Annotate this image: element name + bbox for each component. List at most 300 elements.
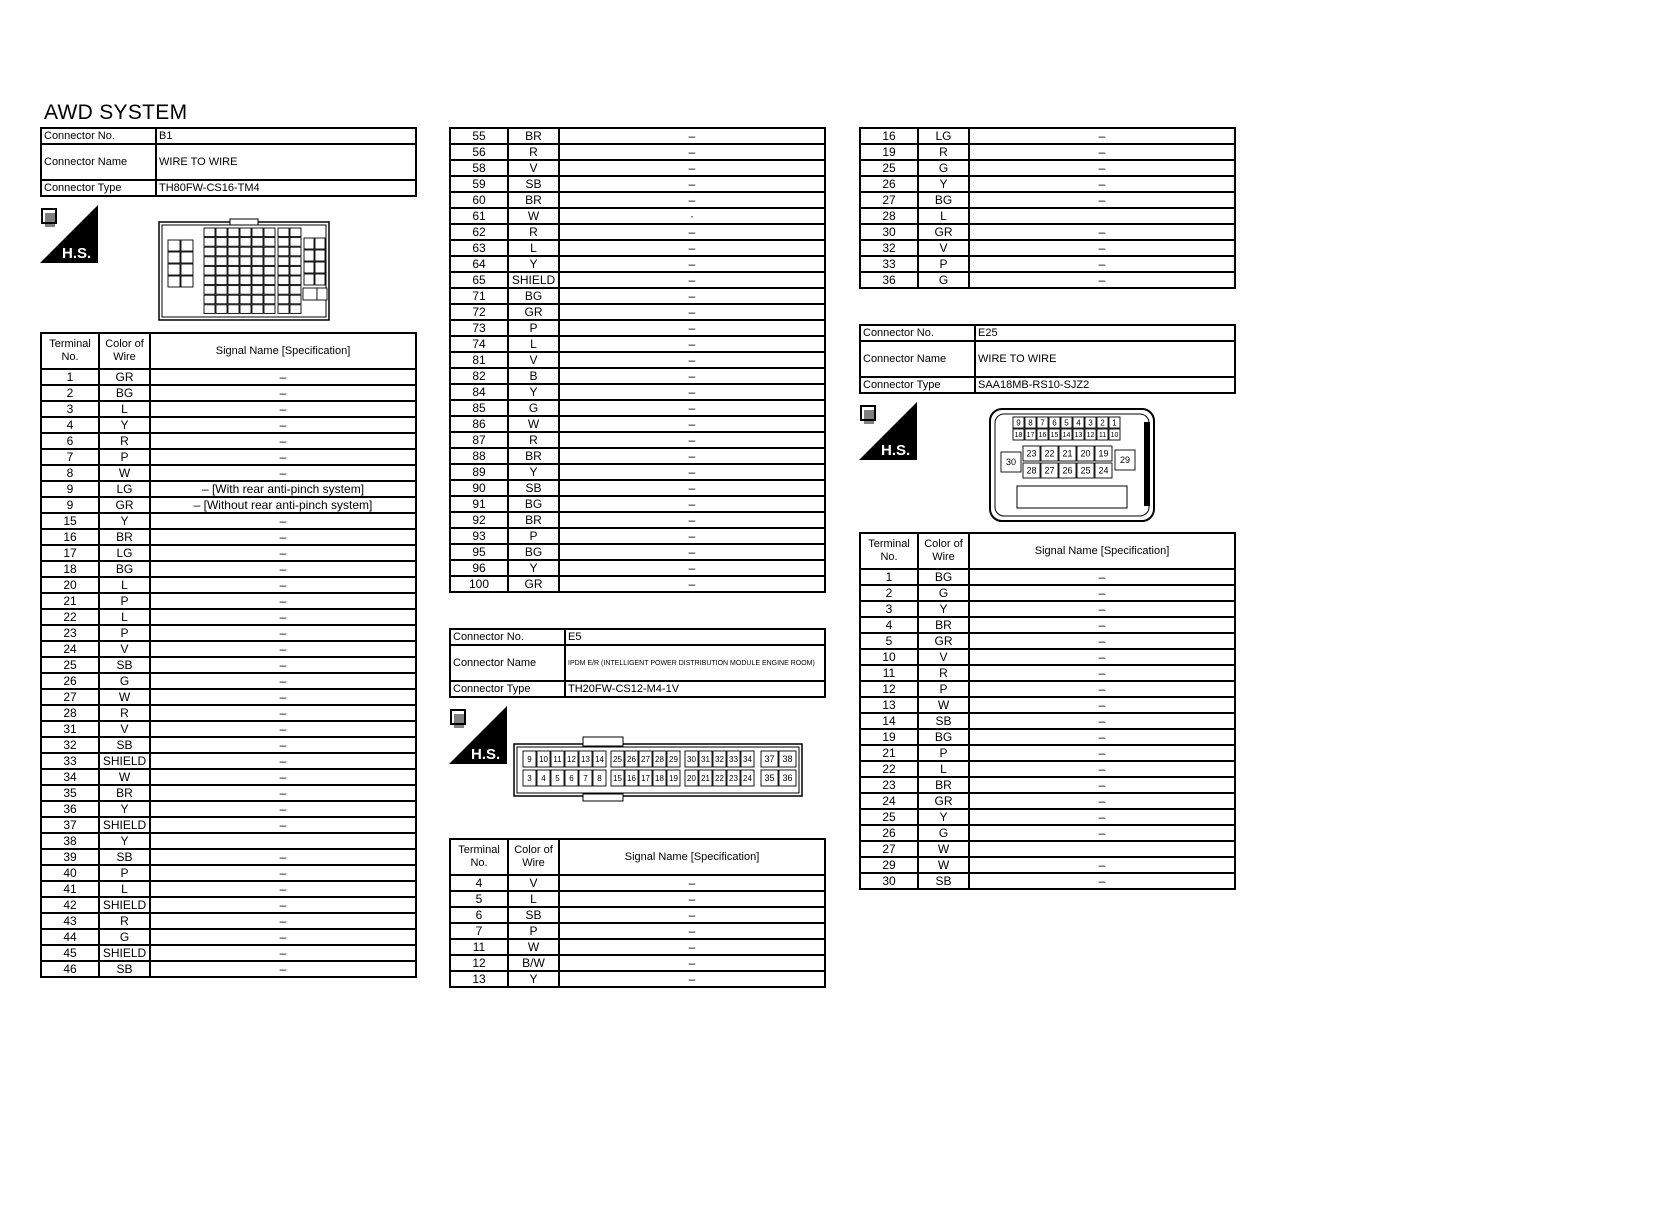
pin-cavity	[228, 305, 239, 314]
signal-name: –	[150, 417, 416, 433]
signal-name: –	[150, 433, 416, 449]
signal-name: –	[559, 464, 825, 480]
hs-label: H.S.	[471, 746, 501, 763]
terminal-number: 7	[450, 923, 508, 939]
signal-name: –	[969, 256, 1235, 272]
terminal-number: 21	[41, 593, 99, 609]
column-2	[449, 127, 826, 988]
wire-color: BR	[508, 448, 559, 464]
terminal-number: 36	[860, 272, 918, 288]
connector-no-label: Connector No.	[450, 629, 565, 645]
signal-name: –	[559, 400, 825, 416]
pin-cavity	[204, 228, 215, 237]
pin-cavity	[278, 305, 289, 314]
terminal-row	[860, 569, 1235, 585]
terminal-number: 37	[41, 817, 99, 833]
wire-color: L	[918, 208, 969, 224]
terminal-number: 1	[41, 369, 99, 385]
terminal-number: 36	[41, 801, 99, 817]
terminal-number: 71	[450, 288, 508, 304]
signal-name: –	[150, 737, 416, 753]
terminal-number: 60	[450, 192, 508, 208]
wire-color: Y	[99, 833, 150, 849]
wire-color: W	[99, 769, 150, 785]
pin-cavity	[240, 295, 251, 304]
pin-number: 9	[1016, 418, 1021, 428]
terminal-row	[860, 633, 1235, 649]
terminal-number: 3	[860, 601, 918, 617]
pin-cavity	[252, 238, 263, 247]
terminal-number: 25	[41, 657, 99, 673]
terminal-row	[41, 753, 416, 769]
terminal-number: 25	[860, 160, 918, 176]
wire-color: Y	[918, 809, 969, 825]
e5-connector-face	[513, 736, 803, 802]
signal-name: –	[969, 192, 1235, 208]
pin-number: 17	[1026, 432, 1035, 440]
terminal-row	[450, 528, 825, 544]
signal-name: –	[559, 416, 825, 432]
signal-name: –	[969, 761, 1235, 777]
signal-name: –	[969, 697, 1235, 713]
pin-cavity	[216, 238, 227, 247]
terminal-row	[41, 561, 416, 577]
pin-number: 5	[1064, 418, 1069, 428]
pin-number: 37	[764, 754, 775, 765]
terminal-number: 81	[450, 352, 508, 368]
pin-number: 29	[669, 754, 678, 764]
pin-number: 27	[641, 754, 650, 764]
wire-color: Y	[918, 176, 969, 192]
pin-cavity	[216, 247, 227, 256]
wire-color: BR	[99, 785, 150, 801]
terminal-row	[41, 945, 416, 961]
pin-number: 23	[729, 773, 738, 783]
terminal-number: 29	[860, 857, 918, 873]
wire-color: R	[99, 913, 150, 929]
wire-color: P	[918, 681, 969, 697]
terminal-row	[450, 352, 825, 368]
signal-name	[150, 833, 416, 849]
pin-number: 19	[1098, 448, 1109, 459]
signal-name: –	[969, 777, 1235, 793]
terminal-number: 25	[860, 809, 918, 825]
pin-cavity	[204, 266, 215, 275]
signal-name: –	[559, 192, 825, 208]
terminal-row	[450, 923, 825, 939]
terminal-number: 64	[450, 256, 508, 272]
hs-badge-graphic	[859, 402, 917, 460]
terminal-number: 1	[860, 569, 918, 585]
signal-name: –	[969, 240, 1235, 256]
terminal-number: 19	[860, 729, 918, 745]
wire-color: W	[99, 689, 150, 705]
terminal-row	[41, 481, 416, 497]
terminal-number: 33	[860, 256, 918, 272]
terminal-number: 32	[860, 240, 918, 256]
terminal-number: 40	[41, 865, 99, 881]
signal-name: –	[559, 176, 825, 192]
wire-color: GR	[99, 369, 150, 385]
e25-rows	[860, 569, 1235, 889]
terminal-number: 6	[450, 907, 508, 923]
signal-name: –	[150, 801, 416, 817]
pin-cavity	[304, 274, 314, 285]
b1-terminal-table-continued	[449, 127, 826, 593]
terminal-row	[860, 128, 1235, 144]
pin-cavity	[204, 276, 215, 285]
terminal-row	[41, 833, 416, 849]
terminal-row	[41, 513, 416, 529]
wire-color: BR	[99, 529, 150, 545]
pin-number: 1	[1112, 418, 1117, 428]
terminal-number: 85	[450, 400, 508, 416]
terminal-number: 27	[860, 192, 918, 208]
pin-number: 21	[1062, 448, 1073, 459]
wire-color: G	[918, 272, 969, 288]
terminal-row	[41, 625, 416, 641]
pin-cavity	[278, 286, 289, 295]
signal-name: –	[559, 144, 825, 160]
pin-cavity	[290, 266, 301, 275]
terminal-number: 5	[450, 891, 508, 907]
pin-number: 2	[1100, 418, 1105, 428]
terminal-no-header: Terminal No.	[450, 839, 508, 875]
terminal-row	[860, 256, 1235, 272]
signal-name: –	[559, 352, 825, 368]
pin-cavity	[216, 228, 227, 237]
terminal-row	[860, 809, 1235, 825]
terminal-number: 84	[450, 384, 508, 400]
pin-number: 3	[1088, 418, 1093, 428]
color-header: Color of Wire	[99, 333, 150, 369]
terminal-row	[41, 401, 416, 417]
e5-rows-part2	[860, 128, 1235, 288]
wire-color: Y	[99, 513, 150, 529]
signal-name: –	[150, 545, 416, 561]
signal-name: –	[150, 705, 416, 721]
wire-color: L	[508, 336, 559, 352]
terminal-row	[41, 385, 416, 401]
pin-number: 24	[1098, 465, 1109, 476]
terminal-row	[860, 841, 1235, 857]
signal-name: –	[559, 496, 825, 512]
wire-color: Y	[508, 384, 559, 400]
pin-cavity	[252, 257, 263, 266]
terminal-row	[450, 939, 825, 955]
pin-number: 7	[1040, 418, 1045, 428]
pin-number: 16	[1038, 432, 1047, 440]
signal-name: –	[559, 971, 825, 987]
wire-color: V	[508, 875, 559, 891]
column-1	[40, 127, 417, 978]
signal-name: –	[559, 528, 825, 544]
pin-cavity	[252, 247, 263, 256]
signal-name: –	[969, 272, 1235, 288]
terminal-row	[41, 577, 416, 593]
signal-name: –	[150, 449, 416, 465]
terminal-number: 43	[41, 913, 99, 929]
wire-color: LG	[99, 545, 150, 561]
terminal-number: 8	[41, 465, 99, 481]
pin-cavity	[216, 266, 227, 275]
terminal-row	[41, 593, 416, 609]
signal-name: –	[150, 657, 416, 673]
terminal-row	[41, 465, 416, 481]
wire-color: SHIELD	[99, 945, 150, 961]
terminal-row	[41, 897, 416, 913]
pin-number: 25	[613, 754, 622, 764]
terminal-number: 38	[41, 833, 99, 849]
pin-cavity	[228, 228, 239, 237]
wire-color: V	[99, 641, 150, 657]
terminal-row	[450, 400, 825, 416]
wire-color: W	[508, 416, 559, 432]
terminal-number: 73	[450, 320, 508, 336]
color-header: Color of Wire	[508, 839, 559, 875]
pin-number: 4	[541, 773, 546, 783]
pin-cavity	[264, 305, 275, 314]
pin-cavity	[315, 274, 325, 285]
wire-color: SB	[99, 737, 150, 753]
signal-name: –	[969, 665, 1235, 681]
wire-color: W	[918, 841, 969, 857]
wire-color: BR	[918, 777, 969, 793]
signal-name: –	[969, 857, 1235, 873]
signal-name	[969, 841, 1235, 857]
terminal-row	[41, 849, 416, 865]
pin-number: 12	[567, 754, 576, 764]
pin-number: 13	[1074, 432, 1083, 440]
terminal-row	[860, 208, 1235, 224]
pin-cavity	[315, 238, 325, 249]
pin-cavity	[278, 266, 289, 275]
pin-cavity	[240, 276, 251, 285]
terminal-row	[860, 192, 1235, 208]
wire-color: R	[99, 705, 150, 721]
wire-color: B/W	[508, 955, 559, 971]
signal-name: –	[150, 753, 416, 769]
pin-cavity	[264, 266, 275, 275]
pin-cavity	[264, 247, 275, 256]
wire-color: GR	[918, 224, 969, 240]
pin-number: 31	[701, 754, 710, 764]
terminal-number: 15	[41, 513, 99, 529]
pin-cavity	[228, 276, 239, 285]
b1-connector-info	[40, 127, 417, 197]
terminal-number: 3	[41, 401, 99, 417]
wire-color: G	[99, 929, 150, 945]
signal-header: Signal Name [Specification]	[559, 839, 825, 875]
pin-cavity	[240, 305, 251, 314]
pin-number: 14	[1062, 432, 1071, 440]
b1-connector-face	[158, 218, 330, 322]
terminal-row	[41, 769, 416, 785]
signal-name: –	[150, 609, 416, 625]
pin-number: 3	[527, 773, 532, 783]
signal-name: –	[559, 160, 825, 176]
pin-cavity	[240, 266, 251, 275]
e5-diagram	[449, 698, 826, 838]
pin-cavity	[168, 264, 180, 275]
pin-cavity	[204, 305, 215, 314]
wire-color: L	[508, 240, 559, 256]
terminal-no-header: Terminal No.	[860, 533, 918, 569]
wire-color: SB	[508, 176, 559, 192]
terminal-row	[41, 865, 416, 881]
pin-number: 6	[569, 773, 574, 783]
wire-color: Y	[508, 256, 559, 272]
signal-name: –	[559, 256, 825, 272]
terminal-row	[41, 817, 416, 833]
terminal-row	[860, 697, 1235, 713]
terminal-row	[860, 601, 1235, 617]
terminal-number: 62	[450, 224, 508, 240]
terminal-row	[450, 955, 825, 971]
terminal-row	[41, 449, 416, 465]
wire-color: BR	[508, 512, 559, 528]
pin-cavity	[278, 228, 289, 237]
pin-number: 15	[1050, 432, 1059, 440]
wire-color: SB	[99, 961, 150, 977]
signal-name: –	[150, 961, 416, 977]
signal-name: ·	[559, 208, 825, 224]
pin-cavity	[290, 238, 301, 247]
wire-color: SB	[99, 849, 150, 865]
wire-color: SB	[508, 480, 559, 496]
wire-color: SB	[508, 907, 559, 923]
terminal-number: 91	[450, 496, 508, 512]
pin-cavity	[278, 295, 289, 304]
terminal-row	[450, 256, 825, 272]
terminal-row	[41, 673, 416, 689]
wire-color: GR	[918, 633, 969, 649]
pin-cavity	[264, 276, 275, 285]
signal-name: –	[559, 448, 825, 464]
pin-number: 28	[655, 754, 664, 764]
terminal-row	[41, 689, 416, 705]
signal-name: –	[969, 793, 1235, 809]
wire-color: BR	[918, 617, 969, 633]
pin-cavity	[304, 250, 314, 261]
harness-side-icon	[449, 706, 507, 764]
terminal-row	[860, 713, 1235, 729]
terminal-row	[41, 369, 416, 385]
signal-name: – [Without rear anti-pinch system]	[150, 497, 416, 513]
wire-color: SHIELD	[99, 817, 150, 833]
pin-cavity	[290, 276, 301, 285]
signal-name: –	[559, 512, 825, 528]
pin-number: 11	[1098, 432, 1107, 440]
pin-cavity	[240, 257, 251, 266]
terminal-number: 23	[860, 777, 918, 793]
wire-color: P	[99, 449, 150, 465]
pin-number: 18	[1014, 432, 1023, 440]
wire-color: BG	[918, 192, 969, 208]
pin-number: 26	[627, 754, 636, 764]
b1-diagram	[40, 197, 417, 332]
terminal-number: 9	[41, 497, 99, 513]
e5-rows	[450, 875, 825, 987]
terminal-row	[41, 929, 416, 945]
pin-cavity	[290, 228, 301, 237]
hs-badge-graphic	[449, 706, 507, 764]
terminal-row	[450, 416, 825, 432]
wire-color: SB	[918, 713, 969, 729]
pin-cavity	[216, 305, 227, 314]
terminal-row	[450, 496, 825, 512]
wire-color: GR	[99, 497, 150, 513]
signal-name	[969, 208, 1235, 224]
pin-cavity	[264, 228, 275, 237]
terminal-number: 13	[450, 971, 508, 987]
pin-number: 23	[1026, 448, 1037, 459]
terminal-row	[450, 875, 825, 891]
terminal-row	[450, 160, 825, 176]
wire-color: Y	[99, 801, 150, 817]
signal-name: –	[559, 576, 825, 592]
terminal-row	[41, 737, 416, 753]
signal-name: –	[150, 513, 416, 529]
terminal-row	[450, 176, 825, 192]
wire-color: L	[99, 577, 150, 593]
pin-number: 33	[729, 754, 738, 764]
terminal-row	[860, 777, 1235, 793]
pin-cavity	[252, 286, 263, 295]
signal-name: –	[150, 577, 416, 593]
terminal-number: 2	[41, 385, 99, 401]
terminal-number: 13	[860, 697, 918, 713]
terminal-row	[450, 512, 825, 528]
wire-color: SB	[99, 657, 150, 673]
terminal-number: 26	[860, 825, 918, 841]
pin-cavity	[204, 247, 215, 256]
terminal-number: 22	[860, 761, 918, 777]
terminal-row	[860, 873, 1235, 889]
signal-name: –	[969, 633, 1235, 649]
terminal-number: 28	[41, 705, 99, 721]
terminal-row	[860, 793, 1235, 809]
wire-color: R	[508, 432, 559, 448]
terminal-row	[450, 971, 825, 987]
signal-name: –	[559, 907, 825, 923]
wire-color: BG	[508, 496, 559, 512]
signal-name: –	[559, 368, 825, 384]
signal-name: –	[559, 891, 825, 907]
pin-number: 9	[527, 754, 532, 764]
e5-connector-info	[449, 628, 826, 698]
terminal-number: 100	[450, 576, 508, 592]
connector-type-label: Connector Type	[450, 681, 565, 697]
terminal-row	[860, 240, 1235, 256]
wire-color: W	[99, 465, 150, 481]
pin-cavity	[264, 295, 275, 304]
terminal-number: 58	[450, 160, 508, 176]
signal-name: –	[559, 955, 825, 971]
terminal-row	[41, 881, 416, 897]
pin-cavity	[228, 247, 239, 256]
wire-color: BG	[99, 561, 150, 577]
signal-name: –	[150, 721, 416, 737]
signal-name: –	[969, 160, 1235, 176]
wire-color: Y	[918, 601, 969, 617]
pin-cavity	[181, 240, 193, 251]
hs-label: H.S.	[62, 245, 92, 262]
terminal-number: 55	[450, 128, 508, 144]
wire-color: P	[918, 745, 969, 761]
terminal-number: 2	[860, 585, 918, 601]
terminal-number: 20	[41, 577, 99, 593]
